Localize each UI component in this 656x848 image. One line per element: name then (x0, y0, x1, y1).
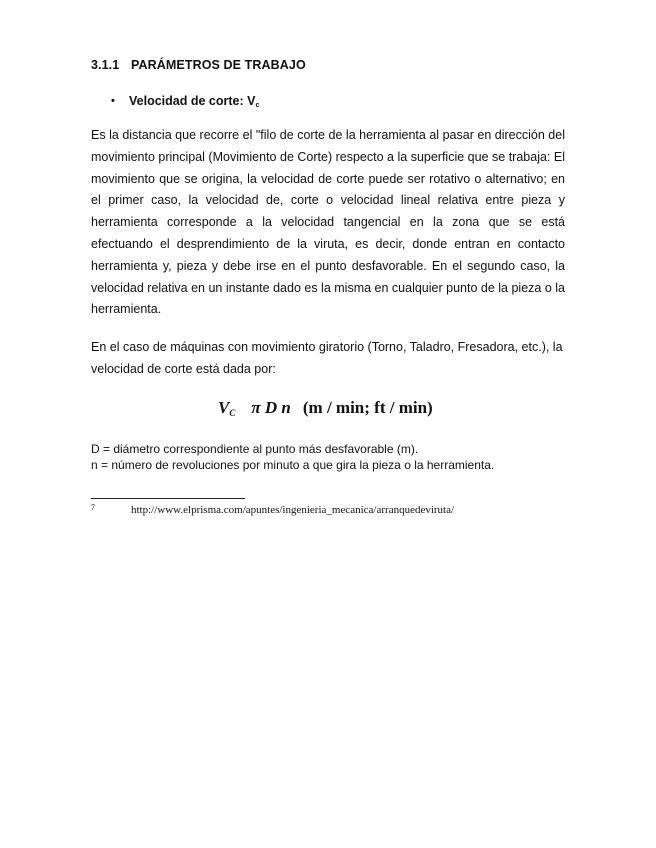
definition-paragraph: Es la distancia que recorre el "filo de corte de la herramienta al pasar en dirección del movimiento principal (Movimiento de Corte) respecto a la superficie que se trabaja: El movimiento que se origina, la velocidad de corte puede ser rotativo o alternativo; en el primer caso, la velocidad de, corte o velocidad lineal relativa entre pieza y herramienta corresponde a la velocidad tangencial en la zona que se está efectuando el desprendimiento de la viruta, es decir, donde entran en contacto herramienta y, pieza y debe irse en el punto desfavorable. En el segundo caso, la velocidad relativa en un instante dado es la misma en cualquier punto de la pieza o la herramienta. (91, 128, 565, 317)
bullet-icon: • (111, 95, 115, 107)
section-title: PARÁMETROS DE TRABAJO (131, 58, 306, 72)
definition-d: D = diámetro correspondiente al punto más desfavorable (m). (91, 442, 419, 456)
bullet-item-velocidad (111, 94, 259, 109)
footnote-url: http://www.elprisma.com/apuntes/ingenieria_mecanica/arranquedeviruta/ (131, 504, 455, 516)
footnote-divider (91, 498, 245, 499)
variable-definitions (91, 441, 494, 473)
formula-units: (m / min; ft / min) (302, 398, 433, 417)
bullet-label: Velocidad de corte: V (129, 94, 256, 108)
formula-lhs-subscript: C (229, 408, 236, 418)
intro-formula-paragraph: En el caso de máquinas con movimiento giratorio (Torno, Taladro, Fresadora, etc.), la velocidad de corte está dada por: (91, 340, 563, 376)
formula-lhs: $V_C$ (218, 398, 236, 418)
formula-rhs: π D n (251, 398, 291, 417)
section-number: 3.1.1 (91, 58, 120, 72)
section-heading (91, 58, 306, 72)
definition-n: n = número de revoluciones por minuto a que gira la pieza o la herramienta. (91, 458, 495, 472)
footnote-marker: 7 (91, 503, 95, 512)
bullet-subscript: c (255, 102, 260, 109)
cutting-speed-formula (218, 398, 433, 418)
